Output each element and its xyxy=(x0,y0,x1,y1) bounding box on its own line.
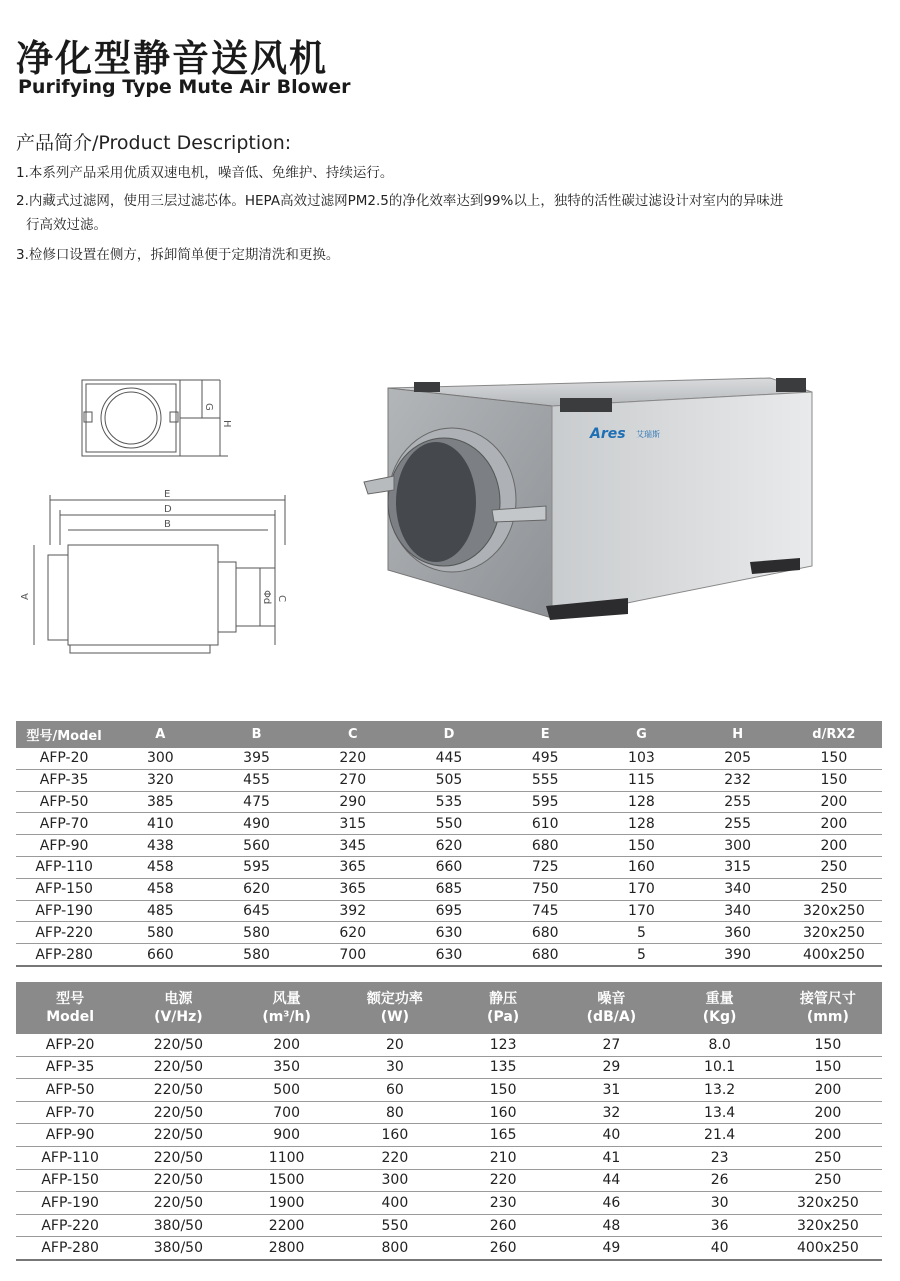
table-cell: 40 xyxy=(557,1124,665,1147)
table-cell: 315 xyxy=(690,856,786,878)
table-cell: AFP-190 xyxy=(16,900,112,922)
table-cell: 255 xyxy=(690,813,786,835)
dim-header-c: C xyxy=(305,721,401,748)
table-cell: 5 xyxy=(593,922,689,944)
description-item-3: 3.检修口设置在侧方，拆卸简单便于定期清洗和更换。 xyxy=(16,247,340,263)
table-cell: 220 xyxy=(341,1146,449,1169)
dim-header-e: E xyxy=(497,721,593,748)
page-title-en: Purifying Type Mute Air Blower xyxy=(18,76,351,98)
perf-header-line: (m³/h) xyxy=(262,1009,311,1025)
table-cell: 320x250 xyxy=(786,900,882,922)
table-cell: 620 xyxy=(401,835,497,857)
table-cell: AFP-150 xyxy=(16,1169,124,1192)
table-cell: 620 xyxy=(305,922,401,944)
table-cell: 220/50 xyxy=(124,1146,232,1169)
table-cell: 455 xyxy=(208,769,304,791)
table-cell: 555 xyxy=(497,769,593,791)
table-cell: 220/50 xyxy=(124,1192,232,1215)
table-cell: 475 xyxy=(208,791,304,813)
table-cell: 200 xyxy=(774,1124,882,1147)
dimensions-header-row xyxy=(16,721,882,748)
table-cell: 340 xyxy=(690,878,786,900)
dim-header-model: 型号/Model xyxy=(16,721,112,748)
table-cell: 445 xyxy=(401,748,497,769)
table-cell: AFP-50 xyxy=(16,1079,124,1102)
table-cell: AFP-35 xyxy=(16,769,112,791)
table-cell: 660 xyxy=(112,944,208,966)
table-cell: 103 xyxy=(593,748,689,769)
table-cell: 250 xyxy=(786,856,882,878)
table-cell: 205 xyxy=(690,748,786,769)
table-cell: 560 xyxy=(208,835,304,857)
table-cell: 44 xyxy=(557,1169,665,1192)
perf-header-line: (Pa) xyxy=(487,1009,520,1025)
table-cell: 300 xyxy=(112,748,208,769)
table-cell: 1900 xyxy=(233,1192,341,1215)
table-cell: 27 xyxy=(557,1034,665,1056)
table-cell: AFP-50 xyxy=(16,791,112,813)
description-item-2-line-1: 2.内藏式过滤网，使用三层过滤芯体。HEPA高效过滤网PM2.5的净化效率达到99%以上，独特的活性碳过滤设计对室内的异味进 xyxy=(16,193,784,209)
perf-header-line: 风量 xyxy=(272,991,301,1007)
table-cell: 438 xyxy=(112,835,208,857)
perf-header-line: 噪音 xyxy=(597,991,626,1007)
description-heading: 产品简介/Product Description: xyxy=(16,132,292,154)
table-cell: 395 xyxy=(208,748,304,769)
table-cell: 160 xyxy=(449,1101,557,1124)
table-cell: 32 xyxy=(557,1101,665,1124)
table-cell: 900 xyxy=(233,1124,341,1147)
table-cell: 200 xyxy=(786,813,882,835)
perf-header-line: (dB/A) xyxy=(586,1009,637,1025)
table-cell: 255 xyxy=(690,791,786,813)
perf-header-line: Model xyxy=(46,1009,95,1025)
table-cell: 400x250 xyxy=(786,944,882,966)
table-cell: 128 xyxy=(593,813,689,835)
table-row xyxy=(16,900,882,922)
table-cell: 2200 xyxy=(233,1214,341,1237)
table-cell: 315 xyxy=(305,813,401,835)
table-cell: 48 xyxy=(557,1214,665,1237)
table-cell: 21.4 xyxy=(666,1124,774,1147)
table-cell: 150 xyxy=(449,1079,557,1102)
perf-header-line: 重量 xyxy=(705,991,734,1007)
table-cell: 250 xyxy=(774,1169,882,1192)
table-cell: 390 xyxy=(690,944,786,966)
table-cell: 350 xyxy=(233,1056,341,1079)
table-cell: 660 xyxy=(401,856,497,878)
perf-header-cell xyxy=(449,982,557,1034)
table-cell: 595 xyxy=(208,856,304,878)
table-cell: 150 xyxy=(786,769,882,791)
table-cell: 220/50 xyxy=(124,1101,232,1124)
table-cell: 550 xyxy=(401,813,497,835)
table-cell: 49 xyxy=(557,1237,665,1260)
table-cell: 220/50 xyxy=(124,1034,232,1056)
dim-header-h: H xyxy=(690,721,786,748)
label-e: E xyxy=(164,489,171,500)
table-cell: 250 xyxy=(774,1146,882,1169)
table-cell: 23 xyxy=(666,1146,774,1169)
table-cell: 20 xyxy=(341,1034,449,1056)
table-cell: 31 xyxy=(557,1079,665,1102)
table-cell: 610 xyxy=(497,813,593,835)
table-cell: 1500 xyxy=(233,1169,341,1192)
performance-table-body xyxy=(16,1034,882,1260)
table-row xyxy=(16,1237,882,1260)
perf-header-line: (mm) xyxy=(806,1009,849,1025)
product-photo xyxy=(360,370,820,620)
table-cell: 620 xyxy=(208,878,304,900)
table-row xyxy=(16,1146,882,1169)
perf-header-line: 额定功率 xyxy=(366,991,423,1007)
table-cell: 400x250 xyxy=(774,1237,882,1260)
table-cell: AFP-150 xyxy=(16,878,112,900)
label-b: B xyxy=(164,519,171,530)
table-cell: 385 xyxy=(112,791,208,813)
table-cell: 260 xyxy=(449,1237,557,1260)
table-cell: AFP-110 xyxy=(16,1146,124,1169)
table-cell: 2800 xyxy=(233,1237,341,1260)
table-cell: 170 xyxy=(593,878,689,900)
table-cell: AFP-280 xyxy=(16,1237,124,1260)
table-cell: AFP-90 xyxy=(16,1124,124,1147)
table-cell: 595 xyxy=(497,791,593,813)
perf-header-cell xyxy=(341,982,449,1034)
performance-table xyxy=(16,982,882,1261)
perf-header-line: (V/Hz) xyxy=(154,1009,203,1025)
table-cell: 210 xyxy=(449,1146,557,1169)
table-cell: 725 xyxy=(497,856,593,878)
table-cell: 800 xyxy=(341,1237,449,1260)
table-cell: 8.0 xyxy=(666,1034,774,1056)
perf-header-line: (Kg) xyxy=(702,1009,737,1025)
table-cell: AFP-110 xyxy=(16,856,112,878)
table-cell: AFP-20 xyxy=(16,748,112,769)
table-cell: 270 xyxy=(305,769,401,791)
table-cell: 150 xyxy=(774,1034,882,1056)
description-item-1: 1.本系列产品采用优质双速电机，噪音低、免维护、持续运行。 xyxy=(16,165,394,181)
table-cell: 320 xyxy=(112,769,208,791)
table-cell: 36 xyxy=(666,1214,774,1237)
table-cell: AFP-220 xyxy=(16,1214,124,1237)
perf-header-cell xyxy=(16,982,124,1034)
table-row xyxy=(16,813,882,835)
table-row xyxy=(16,878,882,900)
table-cell: 1100 xyxy=(233,1146,341,1169)
table-row xyxy=(16,922,882,944)
perf-header-cell xyxy=(557,982,665,1034)
table-cell: 160 xyxy=(341,1124,449,1147)
table-row xyxy=(16,856,882,878)
table-cell: 580 xyxy=(208,922,304,944)
table-cell: 458 xyxy=(112,856,208,878)
table-row xyxy=(16,1214,882,1237)
table-cell: AFP-90 xyxy=(16,835,112,857)
table-cell: 490 xyxy=(208,813,304,835)
table-cell: 232 xyxy=(690,769,786,791)
table-cell: 150 xyxy=(774,1056,882,1079)
dimensions-table xyxy=(16,721,882,967)
label-d: D xyxy=(164,504,172,515)
table-cell: 630 xyxy=(401,922,497,944)
table-cell: 200 xyxy=(774,1101,882,1124)
perf-header-cell xyxy=(233,982,341,1034)
table-cell: AFP-70 xyxy=(16,813,112,835)
table-cell: 580 xyxy=(112,922,208,944)
table-row xyxy=(16,1101,882,1124)
table-cell: 680 xyxy=(497,944,593,966)
table-cell: 320x250 xyxy=(774,1192,882,1215)
perf-header-line: 静压 xyxy=(489,991,518,1007)
table-cell: 230 xyxy=(449,1192,557,1215)
table-cell: 200 xyxy=(233,1034,341,1056)
table-cell: 700 xyxy=(305,944,401,966)
table-cell: 345 xyxy=(305,835,401,857)
table-cell: 220 xyxy=(305,748,401,769)
table-row xyxy=(16,791,882,813)
table-row xyxy=(16,769,882,791)
label-h: H xyxy=(221,420,232,428)
dimensions-table-body xyxy=(16,748,882,966)
brand-logo: Ares xyxy=(590,426,626,442)
table-cell: 360 xyxy=(690,922,786,944)
table-cell: 165 xyxy=(449,1124,557,1147)
table-cell: 41 xyxy=(557,1146,665,1169)
perf-header-line: 电源 xyxy=(164,991,193,1007)
table-cell: 580 xyxy=(208,944,304,966)
table-cell: 645 xyxy=(208,900,304,922)
table-cell: 150 xyxy=(593,835,689,857)
dim-header-b: B xyxy=(208,721,304,748)
table-cell: AFP-280 xyxy=(16,944,112,966)
table-cell: 60 xyxy=(341,1079,449,1102)
table-cell: 365 xyxy=(305,878,401,900)
table-row xyxy=(16,835,882,857)
page-title-cn: 净化型静音送风机 xyxy=(16,37,328,80)
table-cell: 485 xyxy=(112,900,208,922)
table-cell: 365 xyxy=(305,856,401,878)
perf-header-line: 接管尺寸 xyxy=(799,991,856,1007)
table-cell: 260 xyxy=(449,1214,557,1237)
table-cell: 200 xyxy=(786,835,882,857)
table-cell: 300 xyxy=(690,835,786,857)
table-cell: 160 xyxy=(593,856,689,878)
table-cell: 700 xyxy=(233,1101,341,1124)
perf-header-cell xyxy=(774,982,882,1034)
table-cell: 750 xyxy=(497,878,593,900)
table-cell: 220/50 xyxy=(124,1124,232,1147)
table-cell: 495 xyxy=(497,748,593,769)
table-cell: 80 xyxy=(341,1101,449,1124)
table-cell: 680 xyxy=(497,922,593,944)
dim-header-drx2: d/RX2 xyxy=(786,721,882,748)
description-item-2 xyxy=(16,189,884,237)
table-cell: AFP-220 xyxy=(16,922,112,944)
table-cell: 695 xyxy=(401,900,497,922)
table-cell: 200 xyxy=(774,1079,882,1102)
table-cell: 26 xyxy=(666,1169,774,1192)
table-cell: 123 xyxy=(449,1034,557,1056)
technical-drawing xyxy=(20,370,320,670)
table-cell: 380/50 xyxy=(124,1237,232,1260)
table-cell: 30 xyxy=(341,1056,449,1079)
table-cell: 30 xyxy=(666,1192,774,1215)
table-cell: 128 xyxy=(593,791,689,813)
perf-header-cell xyxy=(124,982,232,1034)
table-cell: 340 xyxy=(690,900,786,922)
table-cell: 680 xyxy=(497,835,593,857)
table-cell: AFP-20 xyxy=(16,1034,124,1056)
table-cell: 13.4 xyxy=(666,1101,774,1124)
label-g: G xyxy=(203,403,214,411)
table-cell: 630 xyxy=(401,944,497,966)
table-row xyxy=(16,1192,882,1215)
table-cell: 250 xyxy=(786,878,882,900)
table-cell: 300 xyxy=(341,1169,449,1192)
table-cell: 392 xyxy=(305,900,401,922)
perf-header-line: 型号 xyxy=(56,991,85,1007)
table-cell: 220/50 xyxy=(124,1056,232,1079)
table-cell: 458 xyxy=(112,878,208,900)
table-cell: 290 xyxy=(305,791,401,813)
table-cell: 29 xyxy=(557,1056,665,1079)
table-cell: 535 xyxy=(401,791,497,813)
table-cell: AFP-70 xyxy=(16,1101,124,1124)
table-cell: 115 xyxy=(593,769,689,791)
table-cell: 200 xyxy=(786,791,882,813)
label-a: A xyxy=(20,593,31,600)
table-cell: 400 xyxy=(341,1192,449,1215)
label-c: C xyxy=(276,595,287,602)
table-row xyxy=(16,1124,882,1147)
perf-header-line: (W) xyxy=(380,1009,409,1025)
dim-header-d: D xyxy=(401,721,497,748)
dim-header-a: A xyxy=(112,721,208,748)
table-row xyxy=(16,1169,882,1192)
table-row xyxy=(16,944,882,966)
table-cell: 500 xyxy=(233,1079,341,1102)
table-cell: 380/50 xyxy=(124,1214,232,1237)
table-cell: 745 xyxy=(497,900,593,922)
table-row xyxy=(16,1079,882,1102)
table-cell: AFP-190 xyxy=(16,1192,124,1215)
table-cell: 135 xyxy=(449,1056,557,1079)
table-cell: 685 xyxy=(401,878,497,900)
dim-header-g: G xyxy=(593,721,689,748)
table-cell: 170 xyxy=(593,900,689,922)
table-cell: 320x250 xyxy=(786,922,882,944)
table-row xyxy=(16,1034,882,1056)
table-row xyxy=(16,1056,882,1079)
perf-header-cell xyxy=(666,982,774,1034)
table-cell: 220 xyxy=(449,1169,557,1192)
table-row xyxy=(16,748,882,769)
table-cell: 13.2 xyxy=(666,1079,774,1102)
table-cell: 320x250 xyxy=(774,1214,882,1237)
table-cell: 410 xyxy=(112,813,208,835)
table-cell: 220/50 xyxy=(124,1169,232,1192)
performance-header-row xyxy=(16,982,882,1034)
table-cell: AFP-35 xyxy=(16,1056,124,1079)
description-item-2-line-2: 行高效过滤。 xyxy=(26,217,107,233)
label-phid: Φd xyxy=(261,590,272,605)
table-cell: 220/50 xyxy=(124,1079,232,1102)
table-cell: 5 xyxy=(593,944,689,966)
table-cell: 10.1 xyxy=(666,1056,774,1079)
table-cell: 550 xyxy=(341,1214,449,1237)
table-cell: 46 xyxy=(557,1192,665,1215)
table-cell: 40 xyxy=(666,1237,774,1260)
table-cell: 505 xyxy=(401,769,497,791)
table-cell: 150 xyxy=(786,748,882,769)
brand-logo-cn: 艾瑞斯 xyxy=(636,430,660,439)
